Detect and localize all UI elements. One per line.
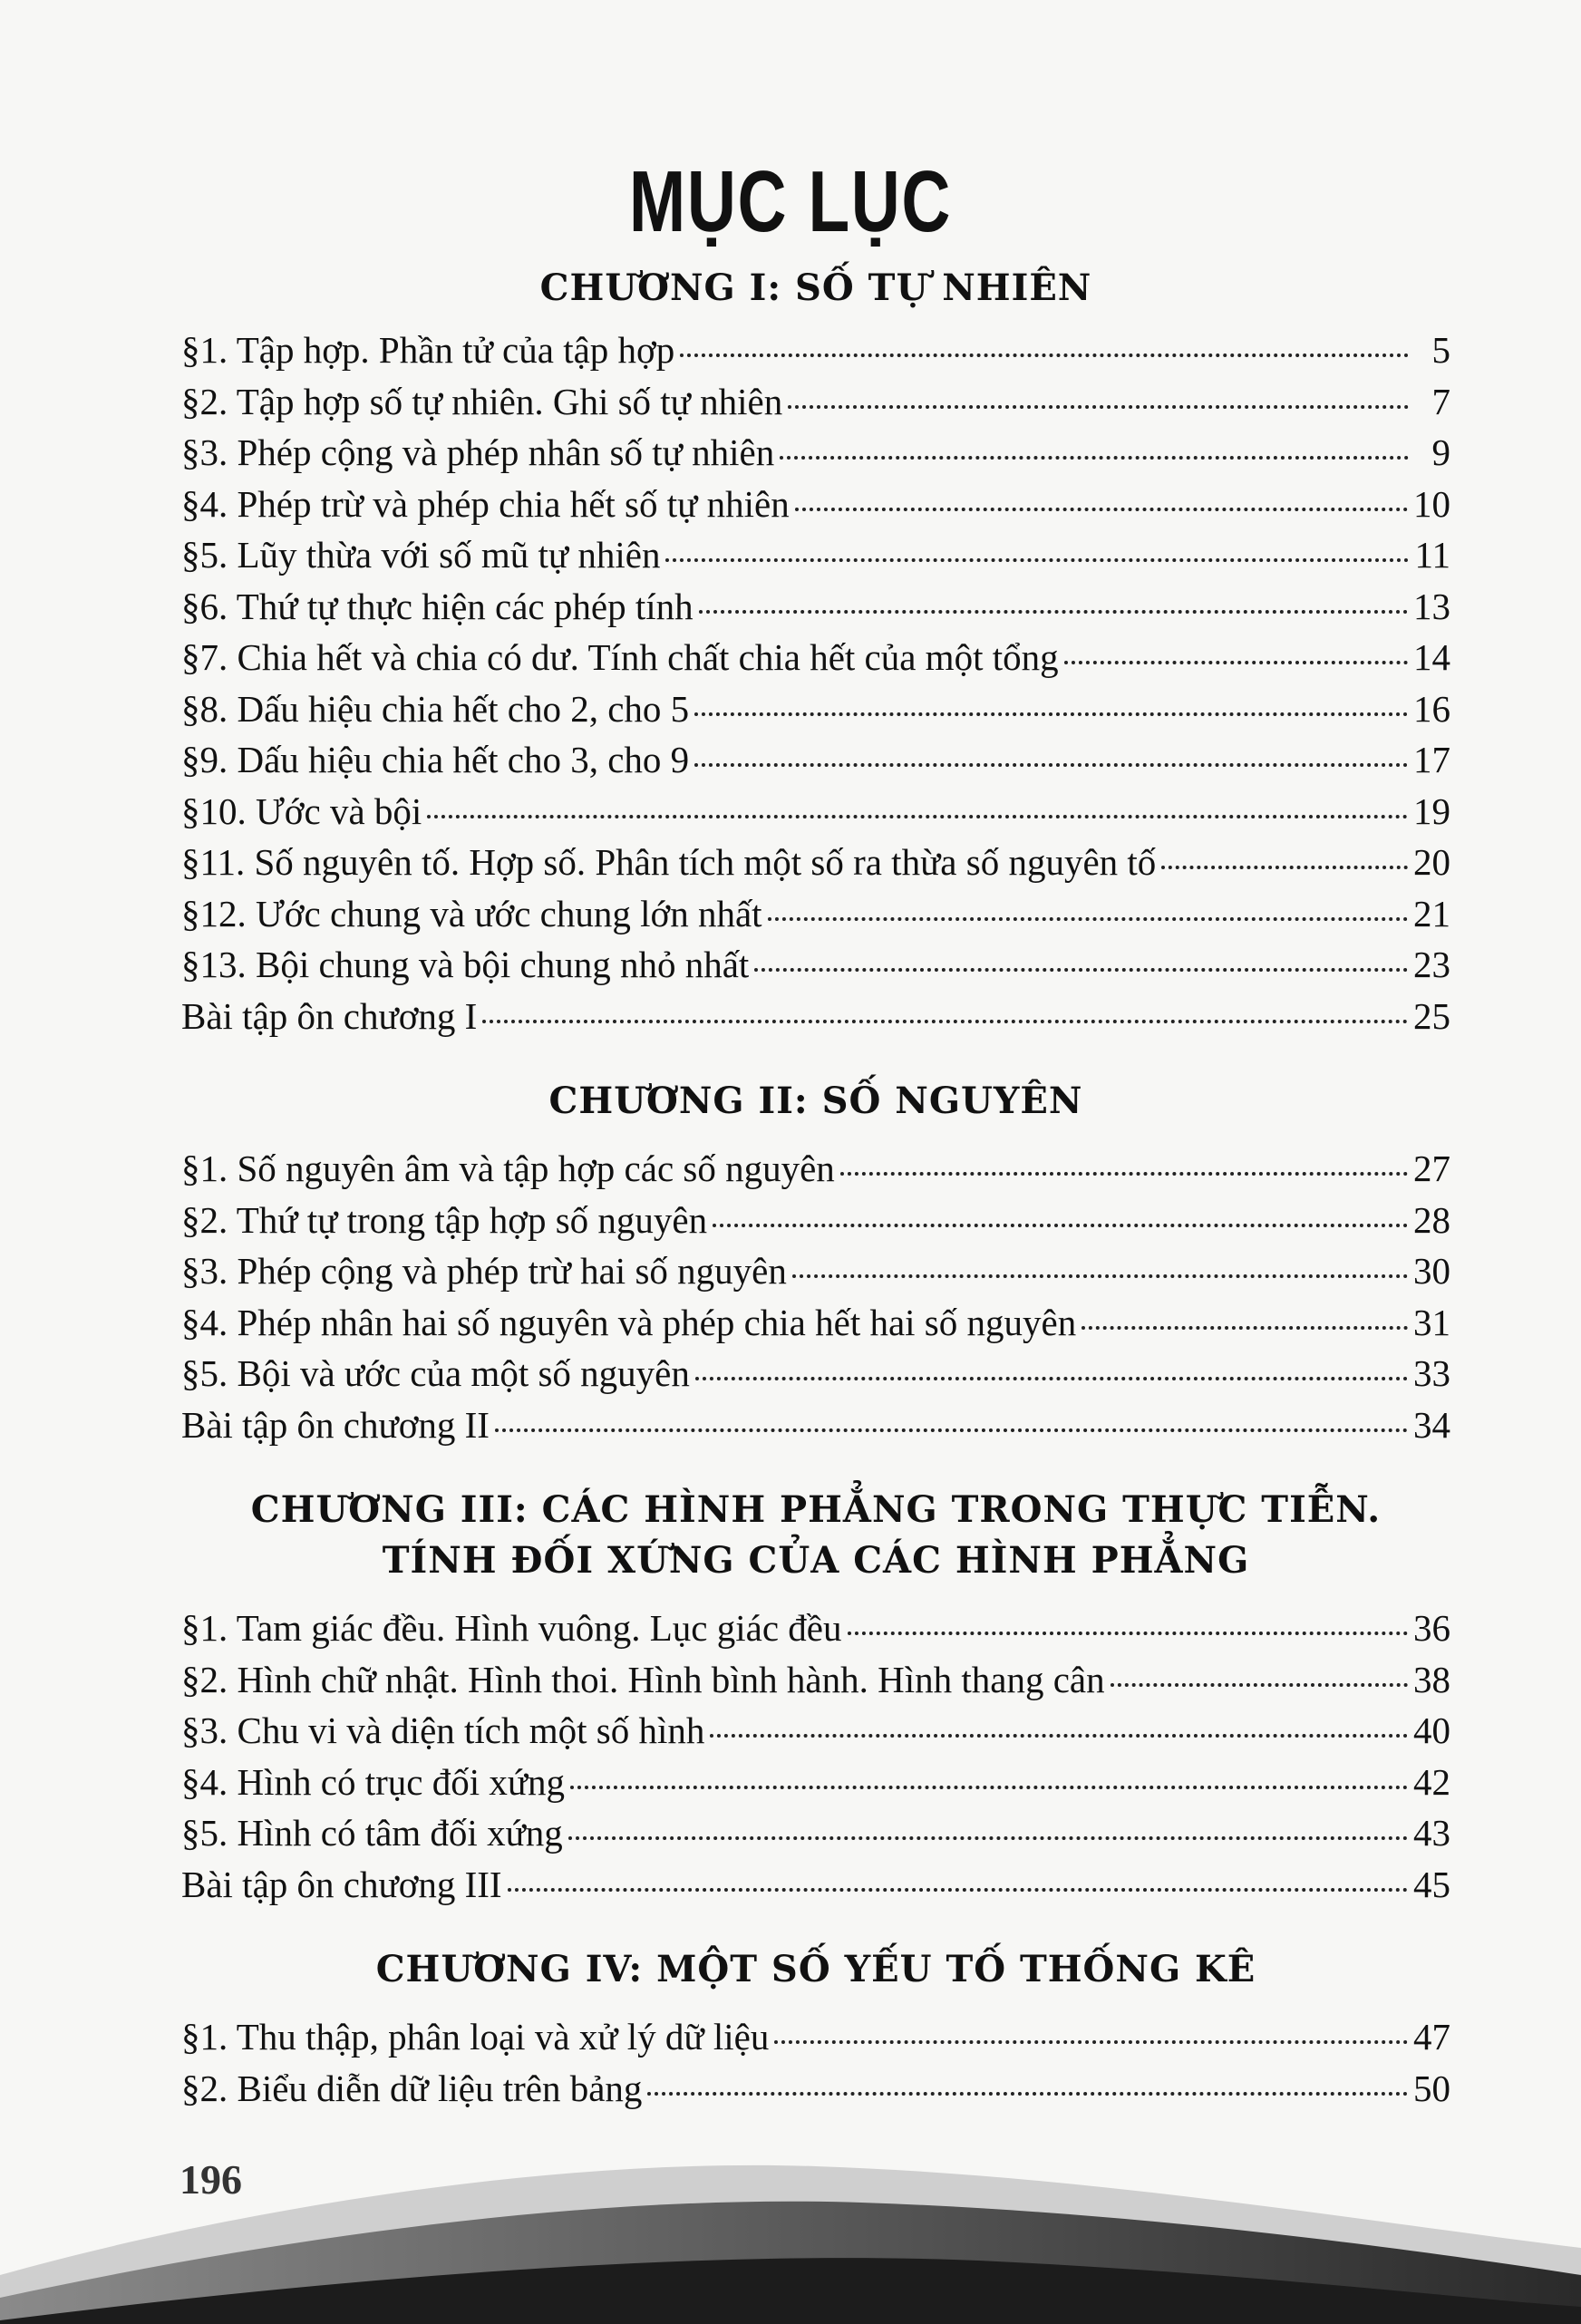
toc-entry	[181, 376, 1450, 428]
toc-entry	[181, 479, 1450, 530]
toc-entry-page: 11	[1414, 534, 1450, 576]
toc-entry-page: 17	[1413, 739, 1450, 780]
toc-entry-label: §1. Tam giác đều. Hình vuông. Lục giác đều	[181, 1607, 842, 1649]
dot-leader	[570, 1786, 1408, 1789]
toc-entry-page: 34	[1413, 1403, 1450, 1446]
toc-entry-label: §2. Tập hợp số tự nhiên. Ghi số tự nhiên	[181, 380, 783, 422]
toc-entry-label: §9. Dấu hiệu chia hết cho 3, cho 9	[181, 739, 690, 780]
toc-entry-label: §5. Lũy thừa với số mũ tự nhiên	[181, 534, 661, 576]
toc-entry	[181, 2063, 1450, 2115]
dot-leader	[768, 917, 1408, 921]
chapter-heading	[181, 1076, 1450, 1127]
toc-entry	[181, 888, 1450, 940]
toc-entry-page: 25	[1413, 994, 1450, 1037]
dot-leader	[848, 1632, 1409, 1635]
toc-entry-label: §1. Số nguyên âm và tập hợp các số nguyên	[181, 1147, 835, 1189]
dot-leader	[788, 405, 1409, 409]
toc-entry-page: 30	[1413, 1250, 1450, 1292]
page-title: MỤC LỤC	[628, 153, 953, 250]
toc-entry-page: 45	[1413, 1863, 1450, 1905]
toc-entry-page: 50	[1413, 2067, 1450, 2109]
table-of-contents	[181, 263, 1450, 2114]
toc-entry	[181, 1195, 1450, 1246]
dot-leader	[665, 558, 1409, 562]
toc-entry-page: 36	[1413, 1607, 1450, 1649]
toc-entry-label: §10. Ước và bội	[181, 789, 422, 832]
dot-leader	[695, 1377, 1408, 1380]
toc-entry	[181, 1348, 1450, 1399]
toc-entry	[181, 1757, 1450, 1808]
toc-entry	[181, 1399, 1450, 1451]
toc-entry-label: §3. Phép cộng và phép nhân số tự nhiên	[181, 431, 775, 473]
toc-entry	[181, 939, 1450, 991]
toc-entry-label: §6. Thứ tự thực hiện các phép tính	[181, 585, 694, 627]
toc-entry-page: 10	[1413, 482, 1450, 525]
toc-entry-label: §3. Chu vi và diện tích một số hình	[181, 1709, 705, 1751]
chapter-heading-line: TÍNH ĐỐI XỨNG CỦA CÁC HÌNH PHẲNG	[382, 1539, 1250, 1582]
toc-entry-page: 5	[1431, 329, 1450, 371]
toc-entry-label: §1. Thu thập, phân loại và xử lý dữ liệu	[181, 2016, 770, 2058]
toc-entry	[181, 683, 1450, 735]
dot-leader	[694, 712, 1408, 716]
toc-entry-page: 33	[1413, 1352, 1450, 1394]
toc-entry-page: 31	[1413, 1301, 1450, 1343]
toc-entry	[181, 1297, 1450, 1349]
dot-leader	[774, 2040, 1408, 2044]
toc-entry	[181, 837, 1450, 888]
toc-entry-label: §11. Số nguyên tố. Hợp số. Phân tích một số ra thừa số nguyên tố	[181, 841, 1157, 883]
toc-entry	[181, 786, 1450, 838]
toc-entry-page: 43	[1413, 1812, 1450, 1854]
toc-entry-page: 16	[1413, 687, 1450, 730]
toc-entry-page: 9	[1431, 431, 1450, 473]
toc-entry-label: §4. Phép trừ và phép chia hết số tự nhiên	[181, 482, 790, 525]
toc-entry	[181, 734, 1450, 786]
chapter-heading-line: CHƯƠNG IV: MỘT SỐ YẾU TỐ THỐNG KÊ	[375, 1948, 1256, 1990]
toc-entry	[181, 1603, 1450, 1654]
dot-leader	[482, 1020, 1408, 1023]
toc-entry	[181, 581, 1450, 633]
toc-entry-page: 20	[1413, 841, 1450, 883]
toc-entry	[181, 2011, 1450, 2063]
dot-leader	[840, 1172, 1408, 1176]
page-number: 196	[179, 2156, 242, 2203]
toc-entry-page: 19	[1413, 789, 1450, 832]
toc-entry-page: 28	[1413, 1198, 1450, 1241]
toc-entry-page: 40	[1413, 1709, 1450, 1751]
dot-leader	[1161, 866, 1408, 869]
dot-leader	[754, 968, 1408, 972]
dot-leader	[1081, 1326, 1408, 1330]
toc-entry-label: §5. Hình có tâm đối xứng	[181, 1812, 563, 1854]
chapter-heading-line: CHƯƠNG II: SỐ NGUYÊN	[548, 1080, 1083, 1122]
toc-entry	[181, 632, 1450, 683]
dot-leader	[1064, 661, 1408, 664]
toc-entry-label: §13. Bội chung và bội chung nhỏ nhất	[181, 944, 750, 985]
toc-entry	[181, 1807, 1450, 1859]
chapter-heading	[181, 1944, 1450, 1995]
toc-entry-label: Bài tập ôn chương II	[181, 1403, 490, 1446]
chapter-heading-line: CHƯƠNG III: CÁC HÌNH PHẲNG TRONG THỰC TIỄN.	[250, 1488, 1382, 1531]
dot-leader	[795, 508, 1408, 511]
toc-entry-page: 21	[1413, 892, 1450, 934]
toc-entry-page: 42	[1413, 1760, 1450, 1803]
toc-entry-label: §2. Hình chữ nhật. Hình thoi. Hình bình hành. Hình thang cân	[181, 1658, 1105, 1700]
toc-entry	[181, 1654, 1450, 1706]
toc-entry	[181, 324, 1450, 376]
dot-leader	[647, 2092, 1408, 2096]
chapter-heading	[181, 263, 1450, 314]
toc-entry	[181, 1859, 1450, 1911]
dot-leader	[680, 353, 1409, 357]
toc-entry-label: §2. Thứ tự trong tập hợp số nguyên	[181, 1198, 708, 1241]
toc-entry-label: Bài tập ôn chương I	[181, 994, 478, 1037]
toc-entry-page: 38	[1413, 1658, 1450, 1700]
toc-entry-label: §7. Chia hết và chia có dư. Tính chất chia hết của một tổng	[181, 636, 1059, 678]
dot-leader	[427, 815, 1408, 818]
toc-entry-page: 7	[1431, 380, 1450, 422]
dot-leader	[699, 610, 1408, 614]
toc-entry	[181, 1245, 1450, 1297]
toc-entry	[181, 991, 1450, 1042]
dot-leader	[1111, 1683, 1408, 1687]
chapter-heading	[181, 1485, 1450, 1586]
toc-entry-label: §5. Bội và ước của một số nguyên	[181, 1352, 690, 1394]
dot-leader	[792, 1274, 1408, 1278]
dot-leader	[780, 456, 1409, 460]
toc-entry-page: 23	[1413, 944, 1450, 985]
dot-leader	[568, 1836, 1408, 1840]
toc-entry-page: 14	[1413, 636, 1450, 678]
chapter-heading-line: CHƯƠNG I: SỐ TỰ NHIÊN	[539, 266, 1092, 309]
dot-leader	[495, 1428, 1408, 1432]
toc-entry	[181, 1143, 1450, 1195]
dot-leader	[508, 1888, 1408, 1892]
toc-entry	[181, 427, 1450, 479]
dot-leader	[710, 1734, 1408, 1738]
toc-entry-label: §4. Hình có trục đối xứng	[181, 1760, 566, 1803]
toc-entry	[181, 529, 1450, 581]
toc-entry-label: §8. Dấu hiệu chia hết cho 2, cho 5	[181, 687, 690, 730]
toc-entry-label: §3. Phép cộng và phép trừ hai số nguyên	[181, 1250, 787, 1292]
toc-entry-label: §2. Biểu diễn dữ liệu trên bảng	[181, 2067, 643, 2109]
toc-entry-page: 13	[1413, 585, 1450, 627]
toc-entry-label: §4. Phép nhân hai số nguyên và phép chia hết hai số nguyên	[181, 1301, 1077, 1343]
toc-entry-label: Bài tập ôn chương III	[181, 1863, 502, 1905]
toc-entry-page: 47	[1413, 2016, 1450, 2058]
dot-leader	[694, 763, 1408, 767]
toc-entry-label: §12. Ước chung và ước chung lớn nhất	[181, 892, 762, 934]
dot-leader	[713, 1224, 1408, 1227]
toc-entry	[181, 1705, 1450, 1757]
toc-entry-label: §1. Tập hợp. Phần tử của tập hợp	[181, 329, 675, 371]
toc-entry-page: 27	[1413, 1147, 1450, 1189]
